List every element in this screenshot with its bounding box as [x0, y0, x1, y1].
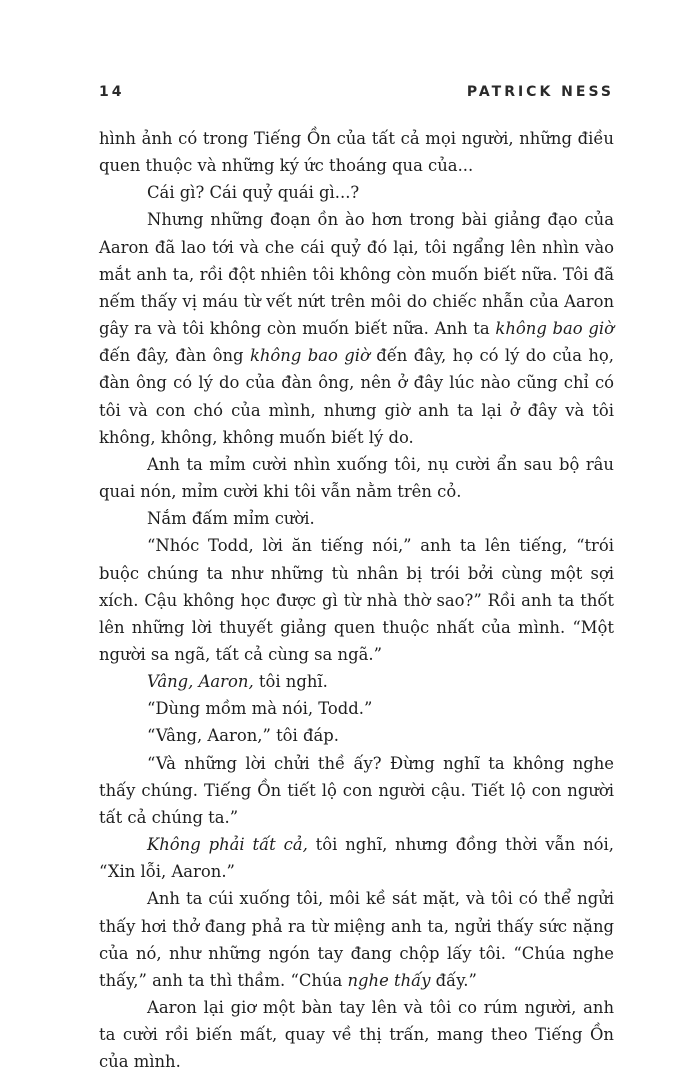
paragraph — [99, 722, 614, 749]
emphasis-text: Vâng, Aaron, — [147, 672, 254, 692]
paragraph-text: Anh ta cúi xuống tôi, môi kề sát mặt, và tôi có thể ngửi thấy hơi thở đang phả ra từ miệng anh ta, ngửi thấy sức nặng của nó, như những ngón tay đang chộp lấy tôi. “Chúa nghe thấy,” anh ta thì thầm. “Chúa — [99, 889, 614, 990]
paragraph-text: đến đây, họ có lý do của họ, đàn ông có lý do của đàn ông, nên ở đây lúc nào cũng chỉ có tôi và con chó của mình, nhưng giờ anh ta lại ở đây và tôi không, không, không muốn biết lý do. — [99, 346, 614, 447]
paragraph-text: Nhưng những đoạn ồn ào hơn trong bài giảng đạo của Aaron đã lao tới và che cái quỷ đó lại, tôi ngẩng lên nhìn vào mắt anh ta, rồi đột nhiên tôi không còn muốn biết nữa. Tôi đã nếm thấy vị máu từ vết nứt trên môi do chiếc nhẫn của Aaron gây ra và tôi không còn muốn biết nữa. Anh ta — [99, 210, 614, 339]
paragraph — [99, 831, 614, 885]
emphasis-text: nghe thấy — [347, 970, 431, 990]
page-number: 14 — [99, 84, 125, 100]
paragraph-text: Anh ta mỉm cười nhìn xuống tôi, nụ cười ẩn sau bộ râu quai nón, mỉm cười khi tôi vẫn nằm trên cỏ. — [99, 454, 614, 502]
paragraph — [99, 885, 614, 994]
paragraph — [99, 532, 614, 668]
paragraph-text: đến đây, đàn ông — [99, 346, 250, 366]
emphasis-text: không bao giờ — [495, 319, 615, 339]
paragraph-text: Nắm đấm mỉm cười. — [147, 509, 315, 529]
paragraph — [99, 206, 614, 450]
paragraph-text: “Vâng, Aaron,” tôi đáp. — [147, 726, 339, 746]
emphasis-text: Không phải tất cả, — [147, 835, 308, 855]
paragraph-text: “Và những lời chửi thề ấy? Đừng nghĩ ta không nghe thấy chúng. Tiếng Ồn tiết lộ con người cậu. Tiết lộ con người tất cả chúng ta.” — [99, 753, 614, 827]
paragraph-text: tôi nghĩ, nhưng đồng thời vẫn nói, “Xin lỗi, Aaron.” — [99, 835, 614, 882]
paragraph-text: tôi nghĩ. — [253, 672, 328, 692]
paragraph-text: “Nhóc Todd, lời ăn tiếng nói,” anh ta lên tiếng, “trói buộc chúng ta như những tù nhân bị trói bởi cùng một sợi xích. Cậu không học được gì từ nhà thờ sao?” Rồi anh ta thốt lên những lời thuyết giảng quen thuộc nhất của mình. “Một người sa ngã, tất cả cùng sa ngã.” — [99, 536, 614, 664]
paragraph-text: Aaron lại giơ một bàn tay lên và tôi co rúm người, anh ta cười rồi biến mất, quay về thị trấn, mang theo Tiếng Ồn của mình. — [99, 998, 614, 1072]
emphasis-text: không bao giờ — [249, 346, 370, 366]
paragraph-text: đấy.” — [430, 970, 477, 990]
paragraph — [99, 668, 614, 695]
paragraph-continued — [99, 125, 614, 179]
paragraph — [99, 505, 614, 532]
paragraph — [99, 750, 614, 831]
paragraph-text: Cái gì? Cái quỷ quái gì...? — [147, 183, 360, 203]
body-text — [99, 125, 614, 1075]
paragraph — [99, 179, 614, 206]
paragraph — [99, 695, 614, 722]
paragraph — [99, 451, 614, 505]
page-header — [99, 84, 614, 106]
paragraph-text: “Dùng mồm mà nói, Todd.” — [147, 699, 373, 719]
paragraph-text: hình ảnh có trong Tiếng Ồn của tất cả mọi người, những điều quen thuộc và những ký ức thoáng qua của... — [99, 129, 614, 176]
running-head-author: PATRICK NESS — [466, 84, 614, 100]
paragraph — [99, 994, 614, 1075]
